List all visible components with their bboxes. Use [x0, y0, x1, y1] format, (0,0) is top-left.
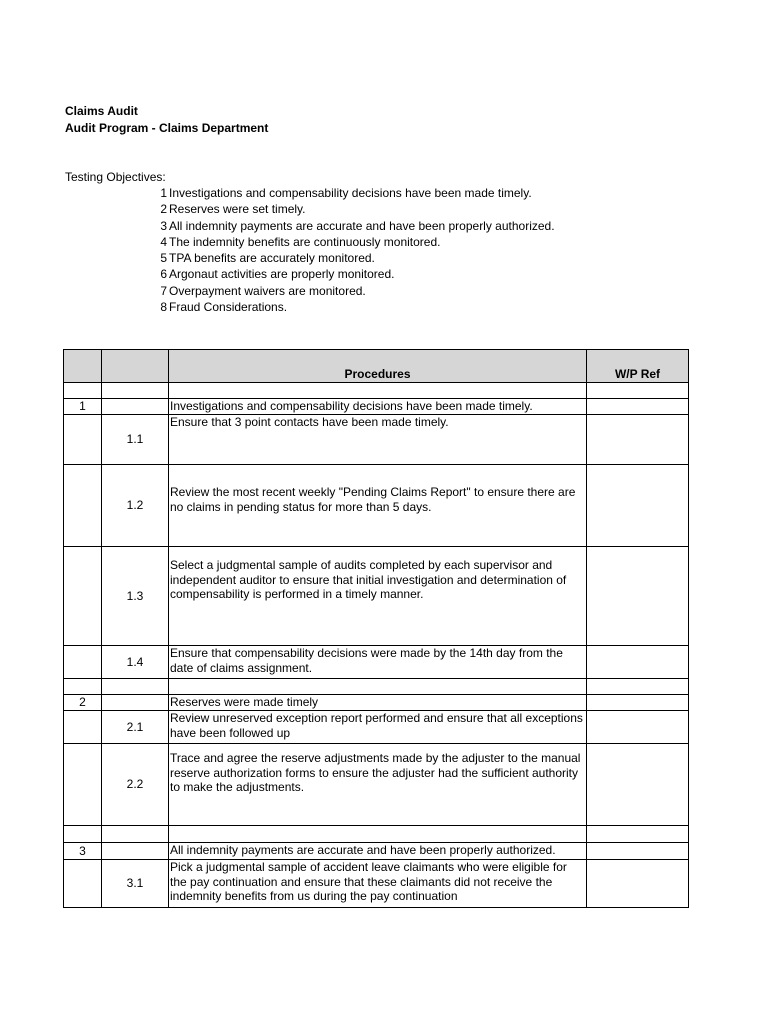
wp-ref-cell	[587, 465, 689, 547]
header-blank-cell	[64, 350, 102, 383]
procedure-cell: All indemnity payments are accurate and have been properly authorized.	[169, 843, 587, 860]
step-number-cell: 2.1	[102, 711, 169, 744]
objective-text: TPA benefits are accurately monitored.	[169, 251, 375, 266]
procedure-cell	[169, 826, 587, 843]
section-number-cell	[64, 465, 102, 547]
step-number-cell: 1.2	[102, 465, 169, 547]
section-number-cell: 2	[64, 695, 102, 711]
objective-text: Argonaut activities are properly monitored.	[169, 267, 395, 282]
objective-number: 1	[160, 186, 167, 200]
objective-number: 8	[160, 300, 167, 315]
step-number-cell: 1.1	[102, 415, 169, 465]
step-number-cell: 2.2	[102, 744, 169, 826]
section-number-cell	[64, 383, 102, 399]
wp-ref-cell	[587, 679, 689, 695]
section-number-cell	[64, 415, 102, 465]
procedure-cell: Pick a judgmental sample of accident leave claimants who were eligible for the pay continuation and ensure that these claimants did not receive the indemnity benefits from us during the pay continuation	[169, 860, 587, 908]
section-number-cell	[64, 679, 102, 695]
wp-ref-cell	[587, 860, 689, 908]
objective-text: All indemnity payments are accurate and have been properly authorized.	[169, 218, 555, 233]
objective-number: 5	[160, 251, 167, 266]
procedure-cell	[169, 383, 587, 399]
section-number-cell: 1	[64, 399, 102, 415]
procedure-cell: Ensure that 3 point contacts have been made timely.	[169, 415, 587, 465]
objective-text: Reserves were set timely.	[169, 202, 306, 217]
wp-ref-cell	[587, 383, 689, 399]
step-number-cell	[102, 695, 169, 711]
objective-number: 2	[160, 202, 167, 217]
objective-number: 4	[160, 234, 167, 249]
step-number-cell	[102, 399, 169, 415]
section-number-cell	[64, 826, 102, 843]
wp-ref-cell	[587, 744, 689, 826]
procedure-cell: Select a judgmental sample of audits completed by each supervisor and independent auditor to ensure that initial investigation and determination of compensability is performed in a timely manner.	[169, 547, 587, 646]
step-number-cell	[102, 383, 169, 399]
table-row	[64, 465, 689, 547]
objectives-heading: Testing Objectives:	[65, 170, 166, 184]
procedures-table	[63, 349, 689, 908]
procedures-header: Procedures	[169, 350, 587, 383]
table-header-row	[64, 350, 689, 383]
wp-ref-cell	[587, 547, 689, 646]
section-number-cell	[64, 860, 102, 908]
wp-ref-cell	[587, 711, 689, 744]
wp-ref-cell	[587, 415, 689, 465]
wp-ref-cell	[587, 695, 689, 711]
section-number-cell	[64, 547, 102, 646]
table-row	[64, 744, 689, 826]
table-row	[64, 679, 689, 695]
document-title: Claims Audit	[65, 104, 138, 118]
table-row	[64, 826, 689, 843]
step-number-cell: 1.3	[102, 547, 169, 646]
table-row	[64, 843, 689, 860]
step-number-cell	[102, 679, 169, 695]
step-number-cell	[102, 826, 169, 843]
table-row	[64, 415, 689, 465]
table-row	[64, 646, 689, 679]
procedure-cell: Review the most recent weekly "Pending Claims Report" to ensure there are no claims in pending status for more than 5 days.	[169, 465, 587, 547]
section-number-cell	[64, 711, 102, 744]
objective-text: Fraud Considerations.	[169, 300, 288, 315]
table-row	[64, 547, 689, 646]
table-row	[64, 711, 689, 744]
procedure-cell: Reserves were made timely	[169, 695, 587, 711]
procedure-cell: Trace and agree the reserve adjustments made by the adjuster to the manual reserve authorization forms to ensure the adjuster had the sufficient authority to make the adjustments.	[169, 744, 587, 826]
wp-ref-cell	[587, 843, 689, 860]
procedure-cell: Review unreserved exception report performed and ensure that all exceptions have been followed up	[169, 711, 587, 744]
wp-ref-header: W/P Ref	[587, 350, 689, 383]
table-row	[64, 695, 689, 711]
document-subtitle: Audit Program - Claims Department	[65, 121, 269, 135]
wp-ref-cell	[587, 399, 689, 415]
wp-ref-cell	[587, 646, 689, 679]
table-row	[64, 399, 689, 415]
step-number-cell: 3.1	[102, 860, 169, 908]
objective-number: 6	[160, 267, 167, 282]
header-blank-cell	[102, 350, 169, 383]
table-row	[64, 860, 689, 908]
table-row	[64, 383, 689, 399]
section-number-cell	[64, 646, 102, 679]
procedure-cell: Investigations and compensability decisions have been made timely.	[169, 399, 587, 415]
procedure-cell: Ensure that compensability decisions were made by the 14th day from the date of claims assignment.	[169, 646, 587, 679]
objective-number: 7	[160, 283, 167, 298]
step-number-cell	[102, 843, 169, 860]
procedure-cell	[169, 679, 587, 695]
objective-text: The indemnity benefits are continuously monitored.	[169, 234, 441, 249]
section-number-cell	[64, 744, 102, 826]
step-number-cell: 1.4	[102, 646, 169, 679]
section-number-cell: 3	[64, 843, 102, 860]
objective-text: Investigations and compensability decisions have been made timely.	[169, 186, 532, 200]
objective-number: 3	[160, 218, 167, 233]
wp-ref-cell	[587, 826, 689, 843]
objective-text: Overpayment waivers are monitored.	[169, 283, 366, 298]
